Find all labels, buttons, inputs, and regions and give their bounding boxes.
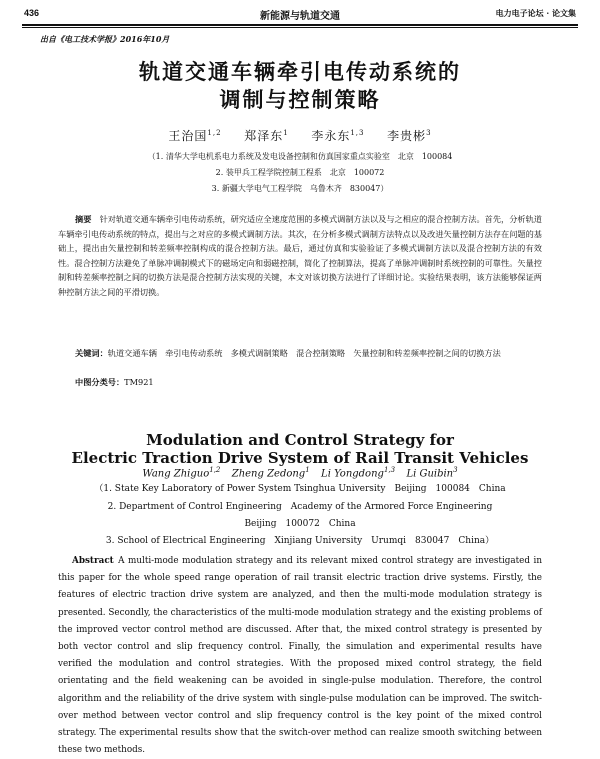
keywords-text: 轨道交通车辆 牵引电传动系统 多模式调制策略 混合控制策略 矢量控制和转差频率控制之间的切换方法	[107, 348, 501, 358]
chinese-abstract	[58, 212, 542, 299]
author-name: 李贵彬	[387, 129, 427, 143]
english-abstract-text: A multi-mode modulation strategy and its relevant mixed control strategy are investigated in this paper for the whole speed range operation of rail transit electric traction drive systems. Firstly, the features of electric traction drive system are analyzed, and then the multi-mode modulation strategy is presented. Secondly, the characteristics of the multi-mode modulation strategy and the existing problems of the improved vector control method are discussed. After that, the mixed control strategy is presented by both vector control and slip frequency control. Finally, the simulation and experimental results have verified the modulation and control strategies. With the proposed mixed control strategy, the field orientating and the field weakening can be avoided in single-pulse modulation. Therefore, the control algorithm and the reliability of the drive system with single-pulse modulation can be improved. The switch-over method between vector control and slip frequency control is the key point of the mixed control strategy. The experimental results show that the switch-over method can realize smooth switching between these two methods.	[58, 556, 542, 756]
author-affil-sup: 1,3	[350, 129, 365, 137]
chinese-title-line1: 轨道交通车辆牵引电传动系统的	[139, 59, 461, 84]
english-affiliation-2-cont: Beijing 100072 China	[244, 519, 356, 529]
author-name: 李永东	[311, 129, 351, 143]
chinese-abstract-text: 针对轨道交通车辆牵引电传动系统，研究适应全速度范围的多模式调制方法以及与之相应的混合控制方法。首先，分析轨道车辆牵引电传动系统的特点，提出与之对应的多模式调制方法。其次，在分析多模式调制方法特点以及改进矢量控制方法存在问题的基础上，提出由矢量控制和转差频率控制构成的混合控制方法。最后，通过仿真和实验验证了多模式调制方法以及混合控制方法的有效性。混合控制方法避免了单脉冲调制模式下的磁场定向和弱磁控制，简化了控制算法，提高了单脉冲调制时系统控制的可靠性。矢量控制和转差频率控制之间的切换方法是混合控制方法实现的关键，本文对该切换方法进行了详细讨论。实验结果表明，该方法能够保证两种控制方法之间的平滑切换。	[58, 214, 542, 297]
english-affiliation-2: 2. Department of Control Engineering Academy of the Armored Force Engineering	[107, 502, 493, 512]
header-rule-thick	[22, 24, 578, 26]
english-affiliation-3: 3. School of Electrical Engineering Xinjiang University Urumqi 830047 China）	[105, 536, 495, 546]
english-title-line1: Modulation and Control Strategy for	[146, 431, 454, 449]
chinese-abstract-label: 摘要	[75, 214, 92, 224]
chinese-authors	[0, 127, 600, 144]
classification-number	[75, 377, 154, 388]
author-name: Li Guibin	[406, 468, 454, 480]
author-affil-sup: 1,3	[383, 466, 396, 474]
page-number: 436	[24, 8, 40, 18]
english-title	[0, 431, 600, 467]
chinese-affiliation-3: 3. 新疆大学电气工程学院 乌鲁木齐 830047）	[211, 184, 389, 193]
column-name: 电力电子论坛 · 论文集	[495, 8, 576, 18]
author-affil-sup: 1,2	[207, 129, 222, 137]
classification-label: 中图分类号：	[75, 377, 125, 387]
classification-value: TM921	[124, 377, 154, 387]
chinese-affiliation-2: 2. 装甲兵工程学院控制工程系 北京 100072	[215, 168, 385, 177]
running-header	[24, 6, 576, 22]
header-rule-thin	[22, 27, 578, 28]
english-abstract-label: Abstract	[72, 556, 114, 566]
publication-info: 出自《电工技术学报》2016年10月	[40, 34, 170, 44]
journal-title: 新能源与轨道交通	[260, 11, 340, 22]
chinese-title	[0, 58, 600, 114]
author-name: 郑泽东	[244, 129, 284, 143]
author-name: Li Yongdong	[321, 468, 384, 480]
author-affil-sup: 1	[283, 129, 289, 137]
english-title-line2: Electric Traction Drive System of Rail Transit Vehicles	[71, 449, 529, 467]
author-affil-sup: 1	[305, 466, 310, 474]
author-name: Zheng Zedong	[231, 468, 306, 480]
english-affiliation-1: （1. State Key Laboratory of Power System Tsinghua University Beijing 100084 China	[94, 484, 506, 494]
chinese-affiliation-1: （1. 清华大学电机系电力系统及发电设备控制和仿真国家重点实验室 北京 100084	[147, 152, 453, 161]
author-name: Wang Zhiguo	[142, 468, 210, 480]
english-authors	[0, 466, 600, 479]
author-affil-sup: 1,2	[209, 466, 221, 474]
keywords-label: 关键词：	[75, 348, 108, 358]
author-affil-sup: 3	[426, 129, 432, 137]
author-name: 王治国	[168, 129, 208, 143]
author-affil-sup: 3	[453, 466, 458, 474]
chinese-keywords	[58, 346, 542, 361]
english-abstract	[58, 553, 542, 759]
chinese-title-line2: 调制与控制策略	[219, 87, 381, 112]
